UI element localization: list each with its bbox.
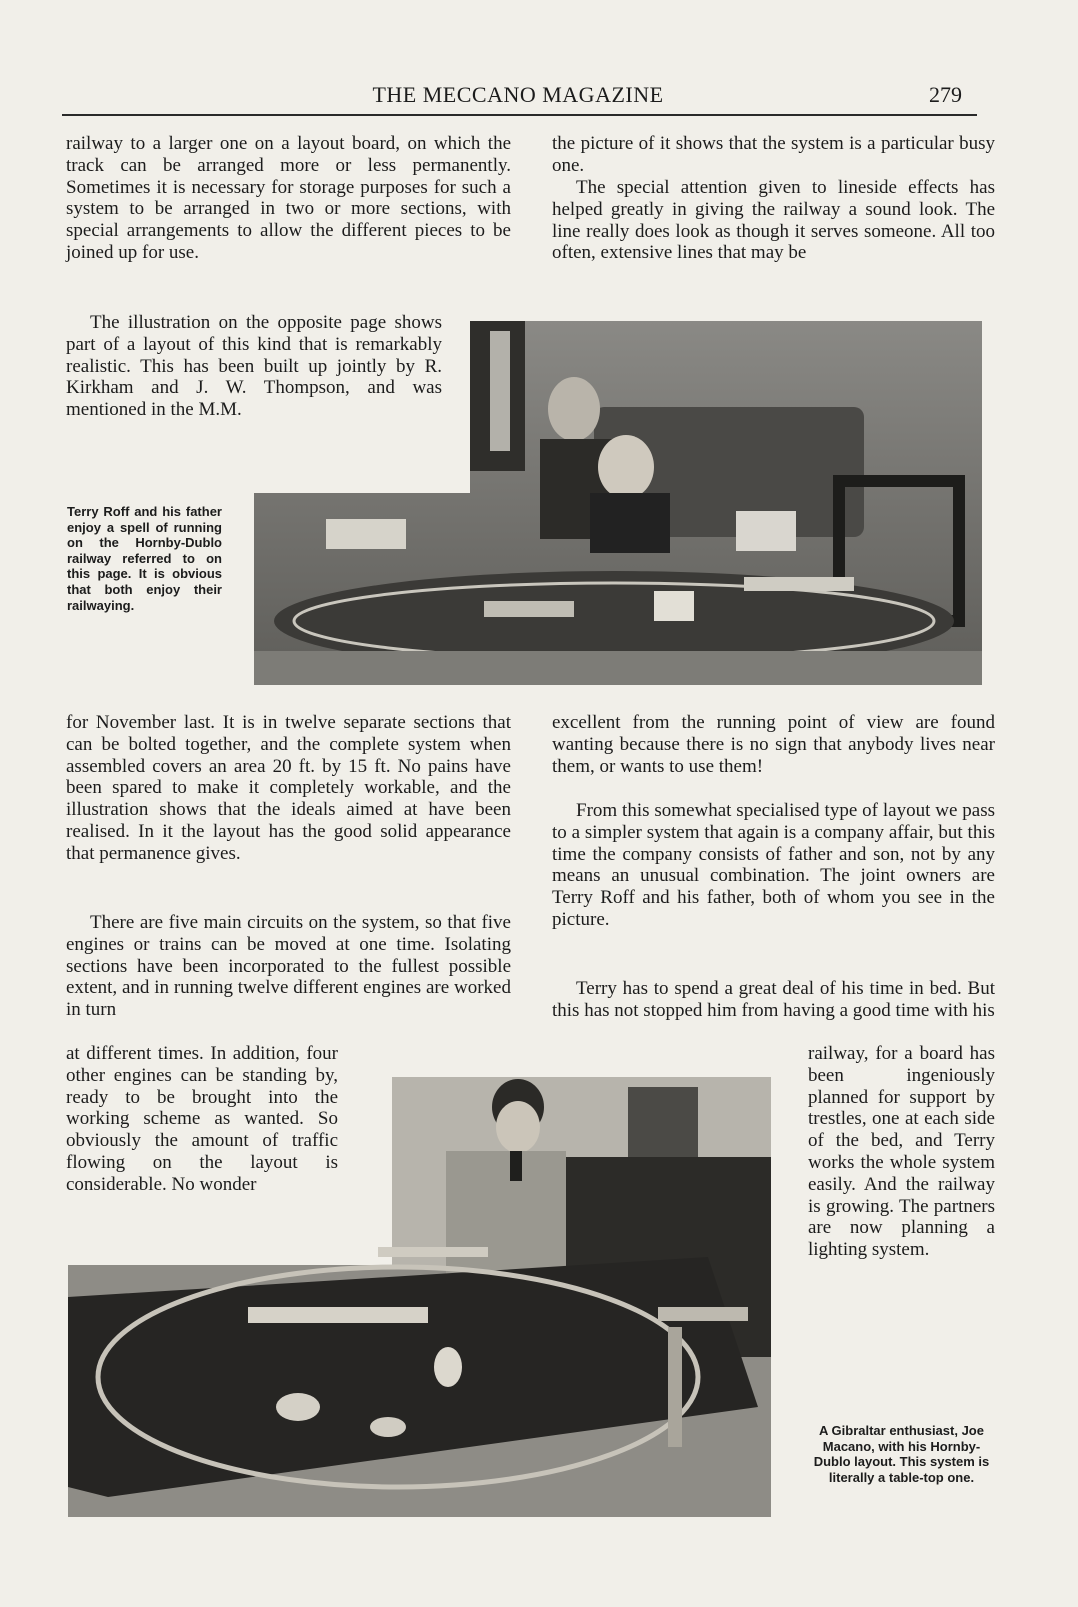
caption-photo-1: Terry Roff and his father enjoy a spell of running on the Hornby-Dublo railway referred to on this page. It is obvious that both enjoy their railwaying.	[67, 504, 222, 613]
paragraph-1: railway to a larger one on a layout board, on which the track can be arranged more or less permanently. Sometimes it is necessary for storage purposes for such a system to be arranged in two or more sections, with special arrangements to allow the different pieces to be joined up for use.	[66, 133, 511, 263]
paragraph-11: railway, for a board has been ingeniously planned for support by trestles, one at each side of the bed, and Terry works the whole system easily. And the railway is growing. The partners are now planning a lighting system.	[808, 1043, 995, 1261]
photo-boy-table-layout	[68, 1077, 771, 1517]
paragraph-4: There are five main circuits on the system, so that five engines or trains can be moved at one time. Isolating sections have been incorporated to the fullest possible extent, and in running twelve different engines are worked in turn	[66, 912, 511, 1021]
paragraph-7: The special attention given to lineside effects has helped greatly in giving the railway a sound look. The line really does look as though it serves someone. All too often, extensive lines that may be	[552, 177, 995, 264]
paragraph-5: at different times. In addition, four other engines can be standing by, ready to be brought into the working scheme as wanted. So obviously the amount of traffic flowing on the layout is considerable. No wonder	[66, 1043, 338, 1195]
page-header	[62, 82, 974, 112]
caption-photo-2: A Gibraltar enthusiast, Joe Macano, with his Hornby-Dublo layout. This system is literally a table-top one.	[813, 1423, 990, 1485]
paragraph-8: excellent from the running point of view are found wanting because there is no sign that anybody lives near them, or wants to use them!	[552, 712, 995, 777]
paragraph-2: The illustration on the opposite page shows part of a layout of this kind that is remarkably realistic. This has been built up jointly by R. Kirkham and J. W. Thompson, and was mentioned in the M.M.	[66, 312, 442, 421]
header-rule	[62, 114, 977, 116]
page-number: 279	[929, 82, 962, 107]
photo-father-son-layout	[254, 321, 982, 685]
paragraph-6: the picture of it shows that the system is a particular busy one.	[552, 133, 995, 176]
magazine-title: THE MECCANO MAGAZINE	[372, 82, 664, 107]
paragraph-10: Terry has to spend a great deal of his time in bed. But this has not stopped him from having a good time with his	[552, 978, 995, 1021]
paragraph-9: From this somewhat specialised type of layout we pass to a simpler system that again is a company affair, but this time the company consists of father and son, not by any means an unusual combination. The joint owners are Terry Roff and his father, both of whom you see in the picture.	[552, 800, 995, 930]
paragraph-3: for November last. It is in twelve separate sections that can be bolted together, and the complete system when assembled covers an area 20 ft. by 15 ft. No pains have been spared to make it completely workable, and the illustration shows that the ideals aimed at have been realised. In it the layout has the good solid appearance that permanence gives.	[66, 712, 511, 864]
